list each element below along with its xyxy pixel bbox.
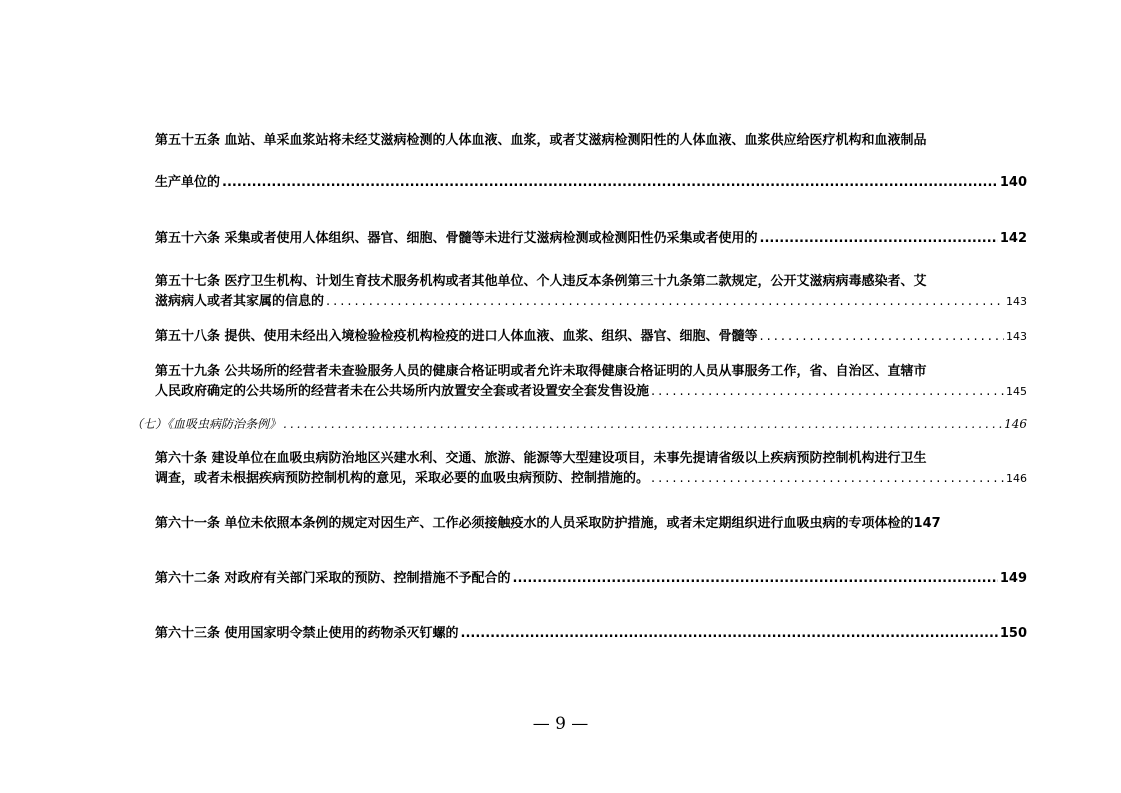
page-number: 140 [999,175,1027,190]
toc-entry-63[interactable] [155,624,1027,644]
section-title: （七）《血吸虫病防治条例》 [131,417,282,431]
dot-leader [461,624,998,644]
dot-leader [222,173,998,193]
toc-entry-57[interactable] [155,272,1027,312]
toc-entry-55[interactable] [155,131,1027,193]
dot-leader [326,292,1004,312]
toc-entry-text: 第五十八条 提供、使用未经出入境检验检疫机构检疫的进口人体血液、血浆、组织、器官、细胞、骨髓等 [155,329,758,344]
toc-entry-62[interactable] [155,569,1027,589]
toc-entry-59[interactable] [155,362,1027,402]
toc-entry-text-cont: 滋病病人或者其家属的信息的 [155,294,325,309]
page-number: 146 [1004,417,1027,431]
toc-entry-text: 第六十一条 单位未依照本条例的规定对因生产、工作必须接触疫水的人员采取防护措施，或者未定期组织进行血吸虫病的专项体检的 [155,516,914,531]
toc-entry-text: 第五十五条 血站、单采血浆站将未经艾滋病检测的人体血液、血浆，或者艾滋病检测阳性的人体血液、血浆供应给医疗机构和血液制品 [155,133,927,148]
page-number: 143 [1006,295,1027,308]
toc-entry-text: 第五十七条 医疗卫生机构、计划生育技术服务机构或者其他单位、个人违反本条例第三十九条第二款规定，公开艾滋病病毒感染者、艾 [155,274,927,289]
toc-section-heading[interactable] [131,415,1027,433]
toc-entry-text: 第六十三条 使用国家明令禁止使用的药物杀灭钉螺的 [155,626,459,641]
toc-entry-text-cont: 调查，或者未根据疾病预防控制机构的意见，采取必要的血吸虫病预防、控制措施的。 [155,471,650,486]
dot-leader [513,569,998,589]
page-number: 145 [1006,385,1027,398]
toc-entry-56[interactable] [155,229,1027,249]
page-number: 149 [999,571,1027,586]
dot-leader [651,382,1004,402]
toc-entry-text: 第五十九条 公共场所的经营者未查验服务人员的健康合格证明或者允许未取得健康合格证明的人员从事服务工作，省、自治区、直辖市 [155,364,927,379]
dot-leader [651,469,1004,489]
page-footer-number: — 9 — [532,714,589,734]
page-number: 146 [1006,472,1027,485]
page-number: 142 [999,231,1027,246]
dot-leader [760,327,1004,347]
toc-entry-61[interactable] [155,514,1040,534]
toc-entry-60[interactable] [155,449,1027,489]
toc-entry-text-cont: 人民政府确定的公共场所的经营者未在公共场所内放置安全套或者设置安全套发售设施 [155,384,650,399]
page-number: 147 [913,516,941,531]
toc-entry-58[interactable] [155,327,1027,347]
page-number: 143 [1006,330,1027,343]
toc-entry-text-cont: 生产单位的 [155,175,221,190]
dot-leader [760,229,998,249]
page-number: 150 [999,626,1027,641]
dot-leader [283,415,1002,433]
toc-entry-text: 第六十条 建设单位在血吸虫病防治地区兴建水利、交通、旅游、能源等大型建设项目，未事先提请省级以上疾病预防控制机构进行卫生 [155,451,927,466]
toc-entry-text: 第六十二条 对政府有关部门采取的预防、控制措施不予配合的 [155,571,511,586]
toc-entry-text: 第五十六条 采集或者使用人体组织、器官、细胞、骨髓等未进行艾滋病检测或检测阳性仍采集或者使用的 [155,231,758,246]
